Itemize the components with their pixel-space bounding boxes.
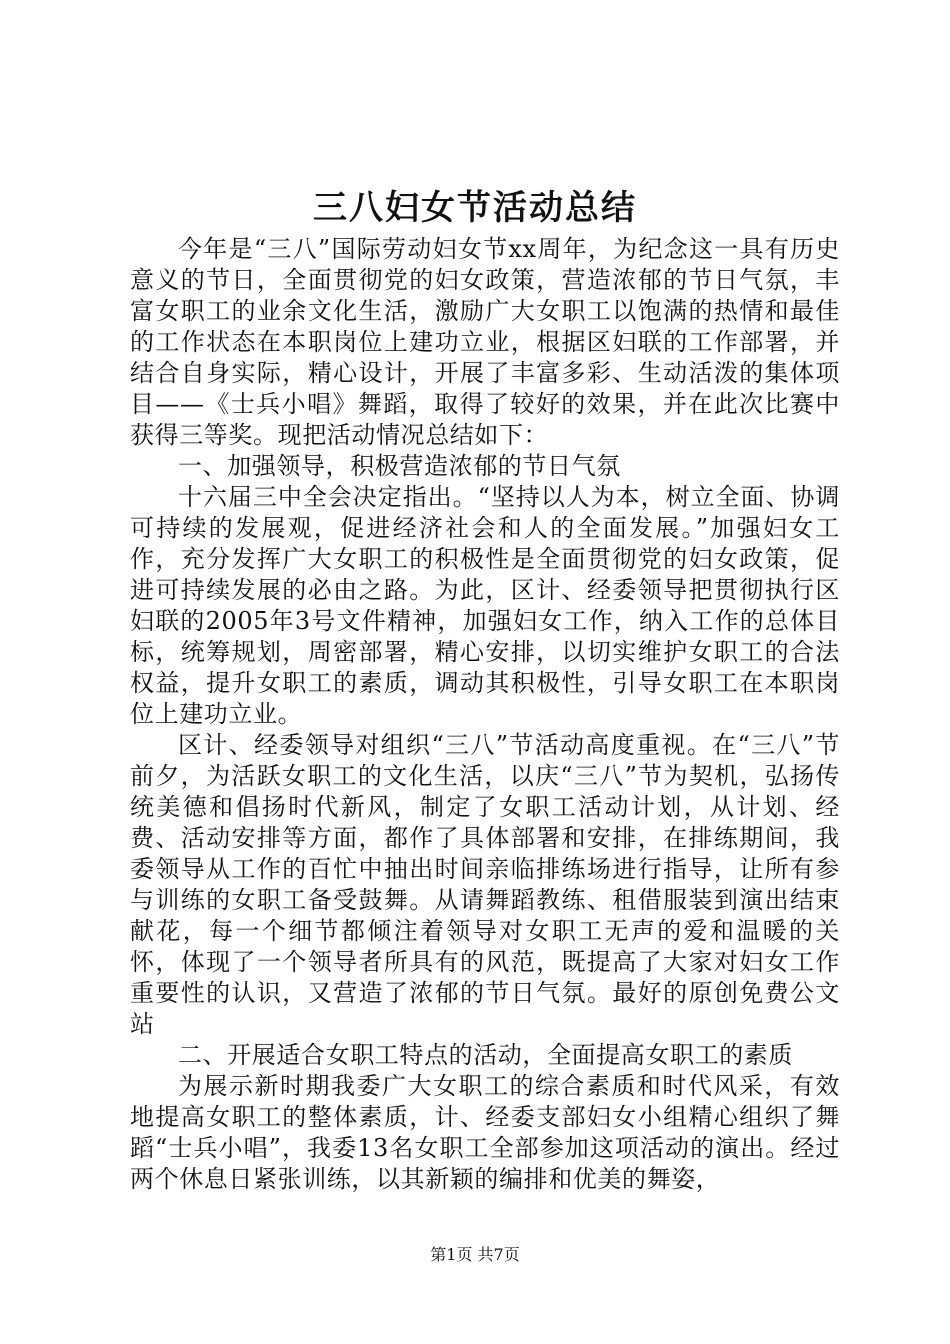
document-body — [130, 234, 840, 1195]
section-heading-1: 一、加强领导，积极营造浓郁的节日气氛 — [178, 452, 621, 480]
section-heading-2: 二、开展适合女职工特点的活动，全面提高女职工的素质 — [178, 1041, 793, 1069]
paragraph-intro: 今年是“三八”国际劳动妇女节xx周年，为纪念这一具有历史意义的节日，全面贯彻党的妇女政策，营造浓郁的节日气氛，丰富女职工的业余文化生活，激励广大女职工以饱满的热情和最佳的工作状态在本职岗位上建功立业，根据区妇联的工作部署，并结合自身实际，精心设计，开展了丰富多彩、生动活泼的集体项目——《士兵小唱》舞蹈，取得了较好的效果，并在此次比赛中获得三等奖。现把活动情况总结如下： — [130, 235, 840, 449]
page-number-footer: 第1页 共7页 — [430, 1245, 520, 1264]
paragraph-section-1-b: 区计、经委领导对组织“三八”节活动高度重视。在“三八”节前夕，为活跃女职工的文化生活，以庆“三八”节为契机，弘扬传统美德和倡扬时代新风，制定了女职工活动计划，从计划、经费、活动安排等方面，都作了具体部署和安排，在排练期间，我委领导从工作的百忙中抽出时间亲临排练场进行指导，让所有参与训练的女职工备受鼓舞。从请舞蹈教练、租借服装到演出结束献花，每一个细节都倾注着领导对女职工无声的爱和温暖的关怀，体现了一个领导者所具有的风范，既提高了大家对妇女工作重要性的认识，又营造了浓郁的节日气氛。最好的原创免费公文站 — [130, 731, 840, 1038]
paragraph-section-2-a: 为展示新时期我委广大女职工的综合素质和时代风采，有效地提高女职工的整体素质，计、经委支部妇女小组精心组织了舞蹈“士兵小唱”，我委13名女职工全部参加这项活动的演出。经过两个休息日紧张训练，以其新颖的编排和优美的舞姿， — [130, 1072, 840, 1193]
document-title: 三八妇女节活动总结 — [313, 188, 637, 228]
paragraph-section-1-a: 十六届三中全会决定指出。“坚持以人为本，树立全面、协调可持续的发展观，促进经济社会和人的全面发展。”加强妇女工作，充分发挥广大女职工的积极性是全面贯彻党的妇女政策，促进可持续发展的必由之路。为此，区计、经委领导把贯彻执行区妇联的2005年3号文件精神，加强妇女工作，纳入工作的总体目标，统筹规划，周密部署，精心安排，以切实维护女职工的合法权益，提升女职工的素质，调动其积极性，引导女职工在本职岗位上建功立业。 — [130, 483, 840, 728]
